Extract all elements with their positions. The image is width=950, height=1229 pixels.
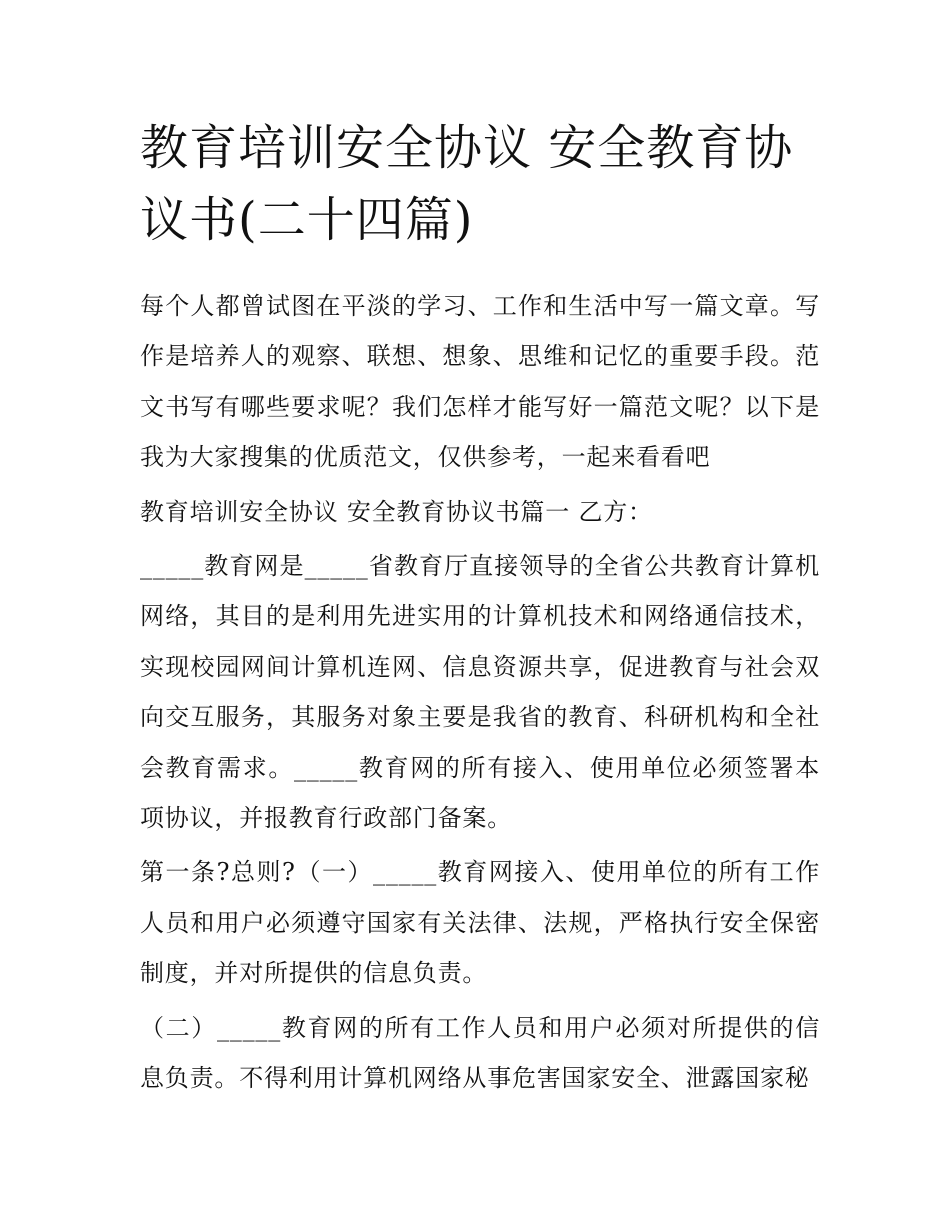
article-one-paragraph: 第一条?总则?（一）_____教育网接入、使用单位的所有工作人员和用户必须遵守国家有关法律、法规，严格执行安全保密制度，并对所提供的信息负责。 bbox=[140, 858, 820, 988]
document-title: 教育培训安全协议 安全教育协议书(二十四篇) bbox=[140, 120, 794, 248]
section-heading: 教育培训安全协议 安全教育协议书篇一 乙方： bbox=[140, 497, 653, 526]
clause-two-paragraph: （二）_____教育网的所有工作人员和用户必须对所提供的信息负责。不得利用计算机网络从事危害国家安全、泄露国家秘 bbox=[140, 1013, 820, 1093]
preamble-paragraph: _____教育网是_____省教育厅直接领导的全省公共教育计算机网络，其目的是利用先进实用的计算机技术和网络通信技术，实现校园网间计算机连网、信息资源共享，促进教育与社会双向交互服务，其服务对象主要是我省的教育、科研机构和全社会教育需求。_____教育网的所有接入、使用单位必须签署本项协议，并报教育行政部门备案。 bbox=[140, 552, 820, 833]
intro-paragraph: 每个人都曾试图在平淡的学习、工作和生活中写一篇文章。写作是培养人的观察、联想、想象、思维和记忆的重要手段。范文书写有哪些要求呢？我们怎样才能写好一篇范文呢？以下是我为大家搜集的优质范文，仅供参考，一起来看看吧 bbox=[140, 292, 820, 472]
document-body bbox=[140, 281, 820, 1108]
